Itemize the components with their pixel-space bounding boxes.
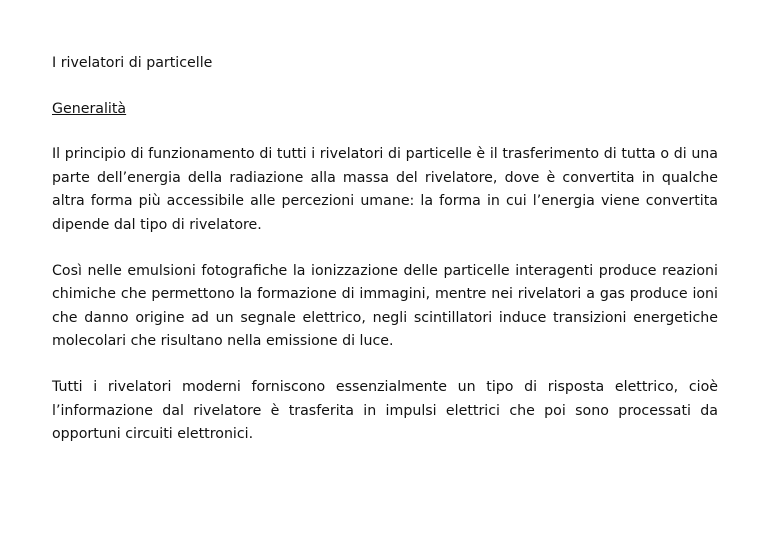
- paragraph-1: Il principio di funzionamento di tutti i rivelatori di particelle è il trasferimento di tutta o di una parte dell’energia della radiazione alla massa del rivelatore, dove è convertita in qualche altra forma più accessibile alle percezioni umane: la forma in cui l’energia viene convertita dipende dal tipo di rivelatore.: [52, 146, 718, 233]
- section-heading: Generalità: [52, 100, 127, 117]
- paragraph-2: Così nelle emulsioni fotografiche la ionizzazione delle particelle interagenti produce reazioni chimiche che permettono la formazione di immagini, mentre nei rivelatori a gas produce ioni che danno origine ad un segnale elettrico, negli scintillatori induce transizioni energetiche molecolari che risultano nella emissione di luce.: [52, 262, 718, 350]
- document-page: [52, 52, 718, 469]
- document-title: I rivelatori di particelle: [52, 55, 213, 71]
- paragraph-3: Tutti i rivelatori moderni forniscono essenzialmente un tipo di risposta elettrico, cioè l’informazione dal rivelatore è trasferita in impulsi elettrici che poi sono processati da opportuni circuiti elettronici.: [52, 378, 718, 443]
